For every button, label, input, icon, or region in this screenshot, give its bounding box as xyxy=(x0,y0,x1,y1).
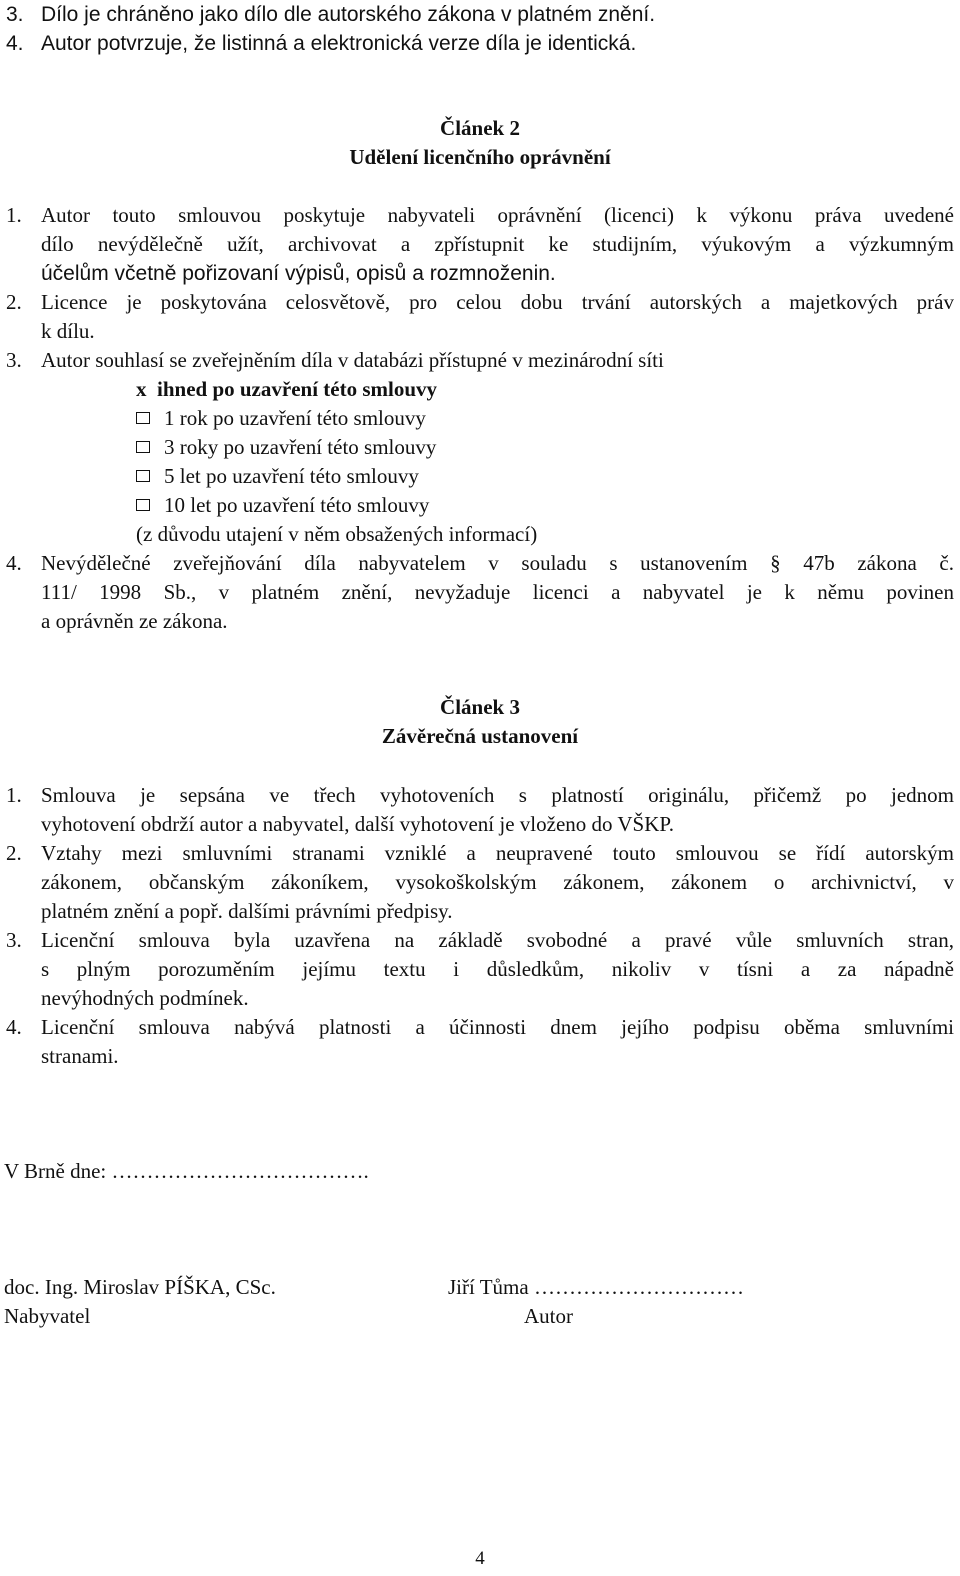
selected-mark: x xyxy=(136,377,147,401)
article-2-item-3-line-1: Autor souhlasí se zveřejněním díla v databázi přístupné v mezinárodní síti xyxy=(41,348,664,372)
article-3-item-1-line-2: vyhotovení obdrží autor a nabyvatel, další vyhotovení je vloženo do VŠKP. xyxy=(41,812,675,836)
article-3-subtitle: Závěrečná ustanovení xyxy=(381,724,579,748)
intro-item-4-number: 4. xyxy=(6,32,24,55)
publication-option-selected xyxy=(136,375,437,404)
signature-left-role: Nabyvatel xyxy=(4,1304,91,1328)
article-2-item-2-number: 2. xyxy=(6,290,22,314)
publication-option-5-years xyxy=(136,462,419,491)
option-label: 10 let po uzavření této smlouvy xyxy=(164,493,430,517)
publication-option-3-years xyxy=(136,433,436,462)
intro-item-4-text: Autor potvrzuje, že listinná a elektronická verze díla je identická. xyxy=(41,32,637,55)
article-2-item-2-line-2: k dílu. xyxy=(41,319,95,343)
checkbox-icon xyxy=(136,499,150,511)
article-2-subtitle: Udělení licenčního oprávnění xyxy=(349,145,611,169)
article-3-item-4-number: 4. xyxy=(6,1015,22,1039)
publication-option-10-years xyxy=(136,491,429,520)
article-2-item-1-number: 1. xyxy=(6,203,22,227)
article-3-item-1-number: 1. xyxy=(6,783,22,807)
article-3-item-4-line-2: stranami. xyxy=(41,1044,119,1068)
article-2-item-1-line-1: Autor touto smlouvou poskytuje nabyvateli oprávnění (licenci) k výkonu práva uvedené xyxy=(41,203,954,227)
option-label: 3 roky po uzavření této smlouvy xyxy=(164,435,437,459)
article-3-item-3-line-3: nevýhodných podmínek. xyxy=(41,986,249,1010)
article-2-item-1-line-2: dílo nevýdělečně užít, archivovat a zpřístupnit ke studijním, výukovým a výzkumným xyxy=(41,232,954,256)
article-3-item-3-number: 3. xyxy=(6,928,22,952)
option-label: 5 let po uzavření této smlouvy xyxy=(164,464,419,488)
article-3-item-2-line-1: Vztahy mezi smluvními stranami vzniklé a neupravené touto smlouvou se řídí autorským xyxy=(41,841,954,865)
article-3-item-2-line-3: platném znění a popř. dalšími právními předpisy. xyxy=(41,899,453,923)
checkbox-icon xyxy=(136,470,150,482)
signature-right-role: Autor xyxy=(524,1304,573,1328)
article-2-title: Článek 2 xyxy=(440,116,520,140)
page-number: 4 xyxy=(475,1548,485,1569)
article-3-item-3-line-2: s plným porozuměním jejímu textu i důsledkům, nikoliv v tísni a za nápadně xyxy=(41,957,954,981)
article-2-item-2-line-1: Licence je poskytována celosvětově, pro celou dobu trvání autorských a majetkových práv xyxy=(41,290,954,314)
article-3-item-3-line-1: Licenční smlouva byla uzavřena na základě svobodné a pravé vůle smluvních stran, xyxy=(41,928,954,952)
checkbox-icon xyxy=(136,412,150,424)
selected-option-label: ihned po uzavření této smlouvy xyxy=(157,377,438,401)
signature-right-name: Jiří Tůma ………………………… xyxy=(448,1275,744,1299)
publication-option-note: (z důvodu utajení v něm obsažených informací) xyxy=(136,522,538,546)
article-2-item-3-number: 3. xyxy=(6,348,22,372)
intro-item-3-text: Dílo je chráněno jako dílo dle autorského zákona v platném znění. xyxy=(41,3,656,26)
publication-option-1-year xyxy=(136,404,426,433)
article-3-item-1-line-1: Smlouva je sepsána ve třech vyhotoveních s platností originálu, přičemž po jednom xyxy=(41,783,954,807)
article-2-item-4-line-3: a oprávněn ze zákona. xyxy=(41,609,228,633)
option-label: 1 rok po uzavření této smlouvy xyxy=(164,406,426,430)
intro-item-3-number: 3. xyxy=(6,3,24,26)
article-3-item-2-line-2: zákonem, občanským zákoníkem, vysokoškolským zákonem, zákonem o archivnictví, v xyxy=(41,870,954,894)
article-3-item-2-number: 2. xyxy=(6,841,22,865)
article-3-title: Článek 3 xyxy=(440,695,520,719)
date-line: V Brně dne: ………………………………. xyxy=(4,1159,369,1183)
article-2-item-4-line-1: Nevýdělečné zveřejňování díla nabyvatelem v souladu s ustanovením § 47b zákona č. xyxy=(41,551,954,575)
signature-left-name: doc. Ing. Miroslav PÍŠKA, CSc. xyxy=(4,1275,276,1299)
checkbox-icon xyxy=(136,441,150,453)
article-2-item-4-number: 4. xyxy=(6,551,22,575)
article-2-item-4-line-2: 111/ 1998 Sb., v platném znění, nevyžaduje licenci a nabyvatel je k němu povinen xyxy=(41,580,954,604)
article-2-item-1-line-3: účelům včetně pořizovaní výpisů, opisů a rozmnoženin. xyxy=(41,262,556,285)
article-3-item-4-line-1: Licenční smlouva nabývá platnosti a účinnosti dnem jejího podpisu oběma smluvními xyxy=(41,1015,954,1039)
